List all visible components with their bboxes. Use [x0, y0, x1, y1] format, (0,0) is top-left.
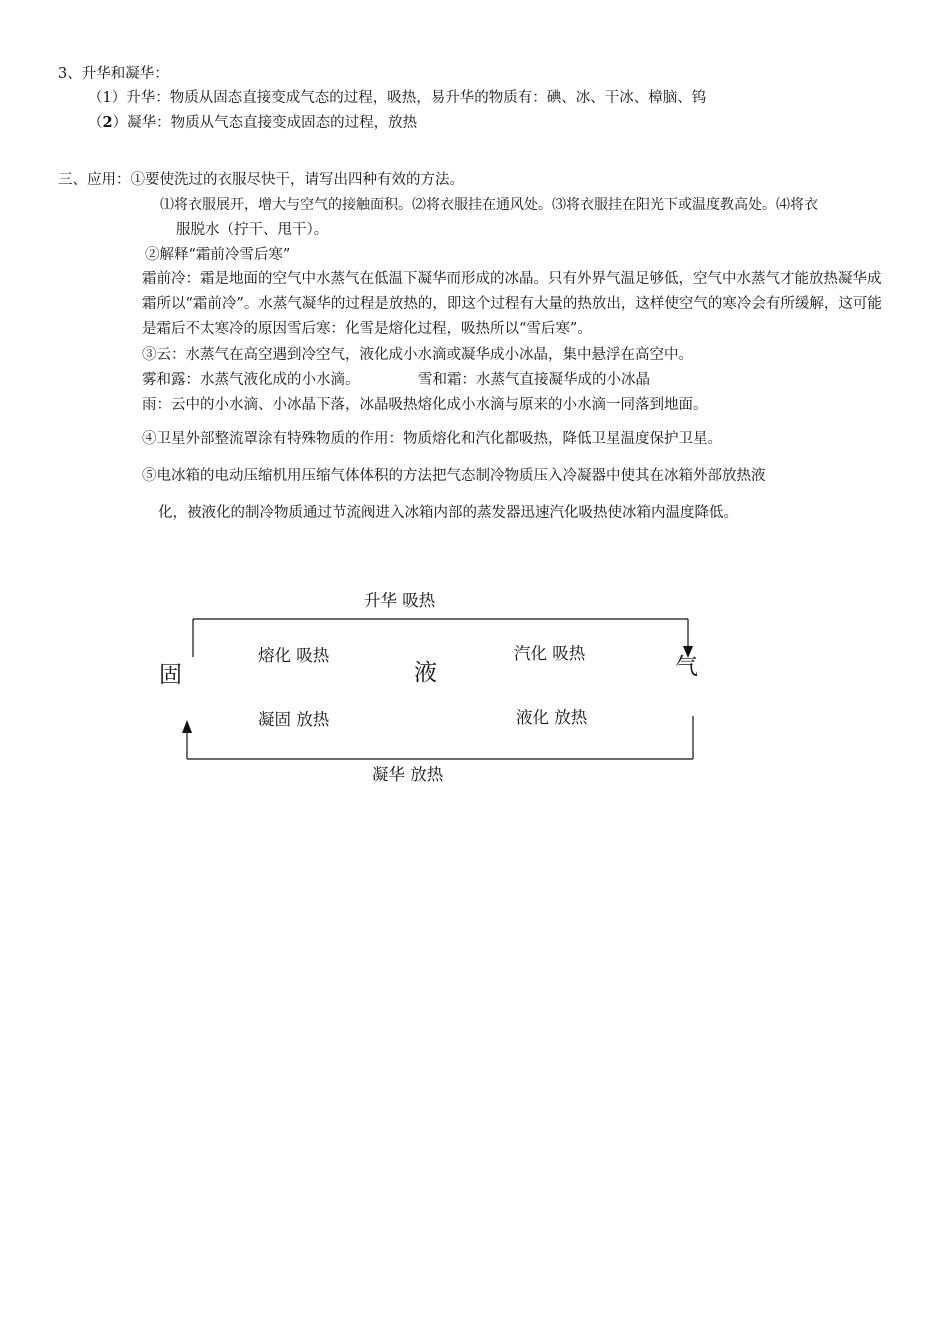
melting-label: 熔化 吸热 — [258, 646, 330, 665]
sublimation-label: 升华 吸热 — [364, 591, 436, 610]
solid-state-label: 固 — [159, 662, 182, 688]
deposition-label: 凝华 放热 — [372, 765, 444, 784]
liquid-state-label: 液 — [414, 660, 437, 686]
application-a1-line1: ⑴将衣服展开，增大与空气的接触面积。⑵将衣服挂在通风处。⑶将衣服挂在阳光下或温度教高处。⑷将衣 — [160, 197, 818, 213]
up-arrow-icon — [182, 720, 192, 733]
application-q5-line2: 化，被液化的制冷物质通过节流阀进入冰箱内部的蒸发器迅速汽化吸热使冰箱内温度降低。 — [158, 505, 738, 521]
application-q2: ②解释“霜前冷雪后寒” — [145, 247, 291, 263]
application-q4: ④卫星外部整流罩涂有特殊物质的作用：物质熔化和汽化都吸热，降低卫星温度保护卫星。 — [142, 431, 722, 447]
paren-open: （ — [88, 115, 103, 131]
application-a1-line2: 服脱水（拧干、甩干）。 — [176, 222, 329, 238]
application-q1: 三、应用：①要使洗过的衣服尽快干，请写出四种有效的方法。 — [58, 172, 464, 188]
gas-state-label: 气 — [675, 654, 698, 680]
freezing-label: 凝固 放热 — [258, 710, 330, 729]
application-q3: ③云：水蒸气在高空遇到冷空气，液化成小水滴或凝华成小冰晶，集中悬浮在高空中。 — [142, 347, 693, 363]
deposition-text: ）凝华：物质从气态直接变成固态的过程，放热 — [112, 115, 418, 131]
vaporization-label: 汽化 吸热 — [514, 644, 586, 663]
application-q5-line1: ⑤电冰箱的电动压缩机用压缩气体体积的方法把气态制冷物质压入冷凝器中使其在冰箱外部放热液 — [142, 468, 766, 484]
application-a2-paragraph: 霜前冷：霜是地面的空气中水蒸气在低温下凝华而形成的冰晶。只有外界气温足够低，空气中水蒸气才能放热凝华成霜所以“霜前冷”。水蒸气凝华的过程是放热的，即这个过程有大量的热放出，这样使空气的寒冷会有所缓解，这可能是霜后不太寒冷的原因雪后寒：化雪是熔化过程，吸热所以“雪后寒”。 — [142, 271, 882, 337]
fog-dew-text: 雾和露：水蒸气液化成的小水滴。 — [142, 372, 360, 388]
section-heading: 3、升华和凝华： — [58, 66, 169, 82]
item-number: 2 — [102, 114, 113, 131]
snow-frost-text: 雪和霜：水蒸气直接凝华成的小冰晶 — [418, 372, 650, 388]
liquefaction-label: 液化 放热 — [516, 708, 588, 727]
rain-text: 雨：云中的小水滴、小冰晶下落，冰晶吸热熔化成小水滴与原来的小水滴一同落到地面。 — [142, 397, 708, 413]
sublimation-item: （1）升华：物质从固态直接变成气态的过程，吸热，易升华的物质有：碘、冰、干冰、樟脑、钨 — [88, 90, 707, 106]
